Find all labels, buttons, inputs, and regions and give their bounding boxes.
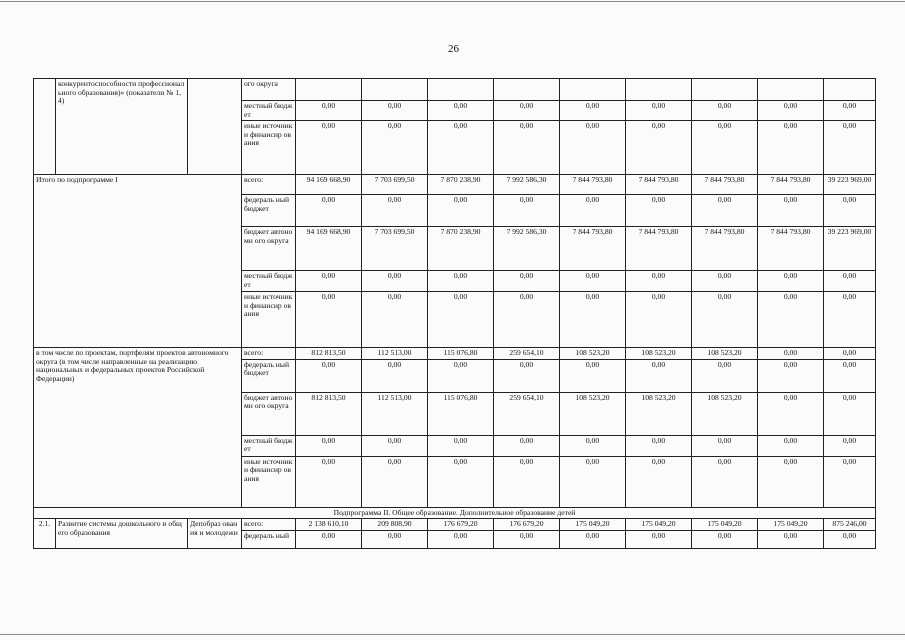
- amount-cell: 7 844 793,80: [758, 227, 824, 271]
- row-number-cell: [34, 79, 56, 175]
- amount-cell: 0,00: [560, 195, 626, 227]
- amount-cell: 0,00: [692, 195, 758, 227]
- amount-cell: 0,00: [824, 392, 876, 435]
- amount-cell: [560, 79, 626, 101]
- amount-cell: 0,00: [362, 435, 428, 456]
- amount-cell: 0,00: [824, 195, 876, 227]
- amount-cell: 0,00: [494, 530, 560, 548]
- amount-cell: 0,00: [494, 195, 560, 227]
- amount-cell: 108 523,20: [692, 392, 758, 435]
- amount-cell: 0,00: [296, 271, 362, 292]
- amount-cell: 0,00: [824, 435, 876, 456]
- budget-table: [33, 78, 876, 549]
- amount-cell: 812 813,50: [296, 348, 362, 360]
- bottom-page-edge: [0, 634, 905, 635]
- amount-cell: 0,00: [758, 359, 824, 392]
- amount-cell: 0,00: [692, 435, 758, 456]
- amount-cell: 7 844 793,80: [626, 175, 692, 195]
- amount-cell: 0,00: [560, 456, 626, 507]
- amount-cell: 0,00: [758, 348, 824, 360]
- amount-cell: [494, 79, 560, 101]
- amount-cell: 0,00: [824, 359, 876, 392]
- amount-cell: 0,00: [494, 271, 560, 292]
- amount-cell: 115 076,80: [428, 392, 494, 435]
- amount-cell: 176 679,20: [428, 519, 494, 531]
- funding-source-cell: всего:: [242, 175, 296, 195]
- amount-cell: 0,00: [296, 195, 362, 227]
- amount-cell: 259 654,10: [494, 348, 560, 360]
- amount-cell: 0,00: [692, 530, 758, 548]
- amount-cell: 0,00: [692, 271, 758, 292]
- amount-cell: [758, 79, 824, 101]
- funding-source-cell: бюджет автономн ого округа: [242, 392, 296, 435]
- amount-cell: 0,00: [428, 359, 494, 392]
- amount-cell: 0,00: [362, 456, 428, 507]
- funding-source-cell: иные источник и финансир ования: [242, 456, 296, 507]
- amount-cell: 0,00: [362, 292, 428, 348]
- amount-cell: 0,00: [824, 456, 876, 507]
- amount-cell: 0,00: [296, 435, 362, 456]
- amount-cell: 39 223 969,00: [824, 227, 876, 271]
- amount-cell: 0,00: [560, 359, 626, 392]
- amount-cell: 0,00: [362, 121, 428, 175]
- amount-cell: 0,00: [692, 121, 758, 175]
- amount-cell: 0,00: [362, 359, 428, 392]
- amount-cell: 0,00: [626, 292, 692, 348]
- amount-cell: 0,00: [428, 101, 494, 121]
- funding-source-cell: федераль ный бюджет: [242, 195, 296, 227]
- amount-cell: 0,00: [428, 121, 494, 175]
- funding-source-cell: местный бюджет: [242, 101, 296, 121]
- amount-cell: 175 049,20: [692, 519, 758, 531]
- amount-cell: [692, 79, 758, 101]
- amount-cell: 0,00: [494, 359, 560, 392]
- amount-cell: 875 246,00: [824, 519, 876, 531]
- amount-cell: 108 523,20: [692, 348, 758, 360]
- amount-cell: 0,00: [626, 435, 692, 456]
- amount-cell: 0,00: [758, 292, 824, 348]
- amount-cell: 0,00: [560, 271, 626, 292]
- amount-cell: 112 513,00: [362, 348, 428, 360]
- amount-cell: 0,00: [824, 271, 876, 292]
- amount-cell: 0,00: [494, 101, 560, 121]
- amount-cell: 7 844 793,80: [692, 175, 758, 195]
- amount-cell: 0,00: [560, 435, 626, 456]
- row-number-cell: 2.1.: [34, 519, 56, 549]
- amount-cell: 7 703 699,50: [362, 175, 428, 195]
- amount-cell: 7 844 793,80: [758, 175, 824, 195]
- amount-cell: 0,00: [626, 195, 692, 227]
- amount-cell: 0,00: [758, 435, 824, 456]
- amount-cell: 39 223 969,00: [824, 175, 876, 195]
- amount-cell: 0,00: [296, 101, 362, 121]
- amount-cell: 0,00: [296, 359, 362, 392]
- amount-cell: [626, 79, 692, 101]
- amount-cell: 0,00: [296, 530, 362, 548]
- amount-cell: 7 844 793,80: [560, 227, 626, 271]
- amount-cell: 115 076,80: [428, 348, 494, 360]
- amount-cell: 0,00: [362, 530, 428, 548]
- amount-cell: 108 523,20: [626, 392, 692, 435]
- amount-cell: 0,00: [758, 456, 824, 507]
- amount-cell: 94 169 668,90: [296, 227, 362, 271]
- amount-cell: 0,00: [626, 530, 692, 548]
- amount-cell: 0,00: [824, 348, 876, 360]
- funding-source-cell: федераль ный: [242, 530, 296, 548]
- amount-cell: 7 844 793,80: [692, 227, 758, 271]
- amount-cell: 0,00: [494, 292, 560, 348]
- amount-cell: 0,00: [626, 359, 692, 392]
- amount-cell: 812 813,50: [296, 392, 362, 435]
- amount-cell: 0,00: [824, 121, 876, 175]
- amount-cell: 7 992 586,30: [494, 227, 560, 271]
- funding-source-cell: всего:: [242, 348, 296, 360]
- page-number: 26: [448, 43, 459, 55]
- measure-name: конкурентоспособности профессионального образования)» (показатели № 1, 4): [56, 79, 188, 175]
- amount-cell: 0,00: [296, 121, 362, 175]
- amount-cell: 108 523,20: [560, 348, 626, 360]
- amount-cell: 108 523,20: [626, 348, 692, 360]
- amount-cell: 0,00: [560, 121, 626, 175]
- amount-cell: 0,00: [494, 121, 560, 175]
- amount-cell: 0,00: [560, 292, 626, 348]
- amount-cell: 176 679,20: [494, 519, 560, 531]
- amount-cell: 175 049,20: [626, 519, 692, 531]
- subprogram-2-header: Подпрограмма II. Общее образование. Дополнительное образование детей: [34, 507, 876, 519]
- amount-cell: 0,00: [428, 435, 494, 456]
- amount-cell: 0,00: [560, 530, 626, 548]
- amount-cell: 7 992 586,30: [494, 175, 560, 195]
- top-page-edge: [0, 1, 905, 2]
- amount-cell: 0,00: [758, 121, 824, 175]
- amount-cell: 0,00: [626, 271, 692, 292]
- amount-cell: 0,00: [296, 456, 362, 507]
- funding-source-cell: иные источник и финансир ования: [242, 292, 296, 348]
- amount-cell: 0,00: [362, 101, 428, 121]
- executor-cell: [188, 79, 242, 175]
- amount-cell: 7 870 238,90: [428, 175, 494, 195]
- amount-cell: 7 844 793,80: [560, 175, 626, 195]
- funding-source-cell: бюджет автономн ого округа: [242, 227, 296, 271]
- amount-cell: 0,00: [758, 530, 824, 548]
- funding-source-cell: иные источник и финансир ования: [242, 121, 296, 175]
- amount-cell: 0,00: [758, 392, 824, 435]
- amount-cell: 0,00: [428, 292, 494, 348]
- amount-cell: 0,00: [758, 101, 824, 121]
- amount-cell: 0,00: [428, 271, 494, 292]
- amount-cell: 108 523,20: [560, 392, 626, 435]
- executor-cell: Депобраз ования и молодежи: [188, 519, 242, 549]
- amount-cell: 0,00: [428, 195, 494, 227]
- funding-source-cell: федераль ный бюджет: [242, 359, 296, 392]
- amount-cell: 7 870 238,90: [428, 227, 494, 271]
- amount-cell: 259 654,10: [494, 392, 560, 435]
- amount-cell: 0,00: [824, 292, 876, 348]
- amount-cell: 0,00: [296, 292, 362, 348]
- amount-cell: 0,00: [824, 530, 876, 548]
- amount-cell: 0,00: [428, 530, 494, 548]
- amount-cell: 0,00: [692, 359, 758, 392]
- amount-cell: 0,00: [626, 456, 692, 507]
- amount-cell: 7 844 793,80: [626, 227, 692, 271]
- amount-cell: 112 513,00: [362, 392, 428, 435]
- measure-name: Развитие системы дошкольного и общего образования: [56, 519, 188, 549]
- amount-cell: 2 138 610,10: [296, 519, 362, 531]
- amount-cell: 209 808,90: [362, 519, 428, 531]
- amount-cell: 0,00: [758, 271, 824, 292]
- amount-cell: 175 049,20: [560, 519, 626, 531]
- subprogram-total-label: Итого по подпрограмме I: [34, 175, 242, 348]
- amount-cell: 0,00: [758, 195, 824, 227]
- amount-cell: 0,00: [362, 271, 428, 292]
- amount-cell: 0,00: [692, 101, 758, 121]
- amount-cell: [428, 79, 494, 101]
- amount-cell: 7 703 699,50: [362, 227, 428, 271]
- amount-cell: [296, 79, 362, 101]
- funding-source-cell: местный бюджет: [242, 435, 296, 456]
- amount-cell: [362, 79, 428, 101]
- amount-cell: 94 169 668,90: [296, 175, 362, 195]
- amount-cell: 175 049,20: [758, 519, 824, 531]
- funding-source-cell: всего:: [242, 519, 296, 531]
- amount-cell: [824, 79, 876, 101]
- amount-cell: 0,00: [560, 101, 626, 121]
- amount-cell: 0,00: [362, 195, 428, 227]
- amount-cell: 0,00: [494, 435, 560, 456]
- amount-cell: 0,00: [692, 456, 758, 507]
- amount-cell: 0,00: [428, 456, 494, 507]
- amount-cell: 0,00: [626, 121, 692, 175]
- amount-cell: 0,00: [824, 101, 876, 121]
- amount-cell: 0,00: [692, 292, 758, 348]
- amount-cell: 0,00: [626, 101, 692, 121]
- funding-source-cell: местный бюджет: [242, 271, 296, 292]
- projects-label: в том числе по проектам, портфелям проектов автономного округа (в том числе направленные на реализацию национальных и федеральных проектов Российской Федерации): [34, 348, 242, 508]
- amount-cell: 0,00: [494, 456, 560, 507]
- funding-source-cell: ого округа: [242, 79, 296, 101]
